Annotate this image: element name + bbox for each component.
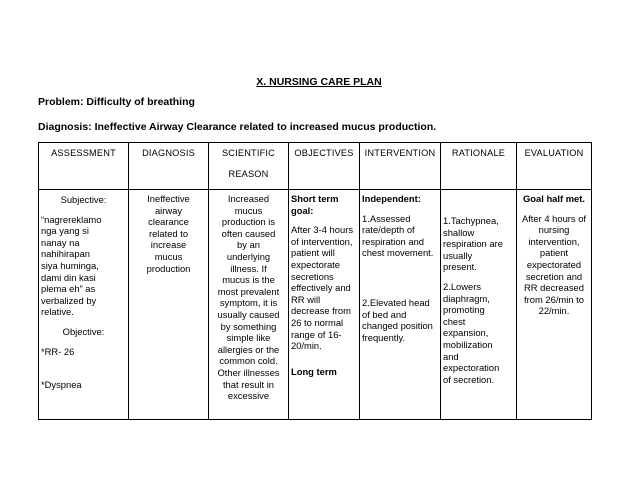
scientific-reason-line: mucus xyxy=(234,204,263,216)
cell-rationale xyxy=(441,190,517,420)
rationale-line: expansion, xyxy=(443,327,489,339)
short-term-goal-line: decrease from xyxy=(291,305,351,317)
scientific-reason-line: mucus is the xyxy=(222,274,275,286)
rationale-line: of secretion. xyxy=(443,373,495,385)
column-header-intervention: INTERVENTION xyxy=(360,143,441,190)
rr-value: *RR- 26 xyxy=(41,345,75,357)
intervention-line: changed position xyxy=(362,320,433,332)
rationale-line: present. xyxy=(443,261,477,273)
evaluation-line: from 26/min to xyxy=(524,293,584,305)
rationale-line: chest xyxy=(443,315,466,327)
short-term-goal-line: RR will xyxy=(291,293,321,305)
cell-objectives xyxy=(289,190,360,420)
subjective-line: plema eh” as xyxy=(41,283,96,295)
diagnosis-line: mucus xyxy=(154,250,183,262)
intervention-label: Independent: xyxy=(362,193,421,204)
subjective-line: nanay na xyxy=(41,236,80,248)
evaluation-line: 22/min. xyxy=(538,305,570,317)
rationale-line: expectoration xyxy=(443,362,500,374)
table-header-row xyxy=(39,143,592,190)
cell-evaluation xyxy=(517,190,592,420)
column-header-evaluation: EVALUATION xyxy=(517,143,592,190)
short-term-goal-label xyxy=(291,193,357,216)
short-term-goal-line: range of 16- xyxy=(291,328,342,340)
diagnosis-statement: Diagnosis: Ineffective Airway Clearance related to increased mucus production. xyxy=(38,121,437,133)
table-row xyxy=(39,190,592,420)
short-term-goal-line: 20/min. xyxy=(291,340,322,352)
scientific-reason-line: illness. If xyxy=(230,262,267,274)
column-header-objectives: OBJECTIVES xyxy=(289,143,360,190)
column-header-reason: REASON xyxy=(228,168,269,179)
rationale-line: and xyxy=(443,350,459,362)
cell-diagnosis xyxy=(129,190,209,420)
subjective-line: nga yang si xyxy=(41,225,89,237)
column-header-rationale: RATIONALE xyxy=(441,143,517,190)
diagnosis-line: production xyxy=(146,262,191,274)
evaluation-line: RR decreased xyxy=(524,282,584,294)
evaluation-line: secretion and xyxy=(525,270,583,282)
subjective-line: siya huminga, xyxy=(41,259,99,271)
nursing-care-plan-table xyxy=(38,142,592,420)
intervention-line: respiration and xyxy=(362,235,425,247)
evaluation-text xyxy=(519,213,589,317)
diagnosis-line: airway xyxy=(154,204,183,216)
cell-intervention xyxy=(360,190,441,420)
diagnosis-line: Ineffective xyxy=(147,193,190,204)
subjective-line: “nagrereklamo xyxy=(41,213,102,225)
intervention-item-1 xyxy=(362,213,438,259)
rationale-line: promoting xyxy=(443,304,485,316)
scientific-reason-line: Other illnesses xyxy=(217,366,280,378)
cell-scientific-reason xyxy=(209,190,289,420)
subjective-line: verbalized by xyxy=(41,294,97,306)
page-title: X. NURSING CARE PLAN xyxy=(256,76,382,88)
scientific-reason-line: underlying xyxy=(226,250,271,262)
rationale-line: 2.Lowers xyxy=(443,280,482,292)
subjective-line: relative. xyxy=(41,306,74,318)
intervention-line: 2.Elevated head xyxy=(362,296,430,308)
scientific-reason-line: usually caused xyxy=(217,308,280,320)
rationale-item-2 xyxy=(443,281,514,385)
rationale-line: diaphragm, xyxy=(443,292,490,304)
scientific-reason-line: often caused xyxy=(221,227,276,239)
rationale-line: mobilization xyxy=(443,338,493,350)
rationale-line: 1.Tachypnea, xyxy=(443,215,499,226)
scientific-reason-line: symptom, it is xyxy=(219,297,278,309)
scientific-reason-text xyxy=(211,193,286,402)
intervention-line: chest movement. xyxy=(362,247,434,259)
rationale-item-1 xyxy=(443,215,514,273)
cell-assessment xyxy=(39,190,129,420)
subjective-line: dami din kasi xyxy=(41,271,96,283)
scientific-reason-line: Increased xyxy=(227,193,270,204)
short-term-goal-line: 26 to normal xyxy=(291,316,344,328)
column-header-diagnosis: DIAGNOSIS xyxy=(129,143,209,190)
short-term-goal-text xyxy=(291,224,357,352)
objective-label: Objective: xyxy=(62,325,105,337)
evaluation-line: patient xyxy=(539,247,569,259)
subjective-text xyxy=(41,214,126,318)
scientific-reason-line: by something xyxy=(220,320,277,332)
scientific-reason-line: most prevalent xyxy=(217,285,280,297)
evaluation-line: intervention, xyxy=(528,235,580,247)
scientific-reason-line: common cold. xyxy=(219,355,278,367)
intervention-item-2 xyxy=(362,297,438,343)
rationale-line: respiration are xyxy=(443,238,503,250)
rationale-line: shallow xyxy=(443,226,475,238)
short-term-goal-line: of intervention, xyxy=(291,235,353,247)
subjective-line: nahihirapan xyxy=(41,248,90,260)
scientific-reason-line: by an xyxy=(237,239,260,251)
diagnosis-line: clearance xyxy=(148,216,189,228)
scientific-reason-line: production is xyxy=(221,216,276,228)
short-term-label-line: Short term xyxy=(291,193,339,204)
scientific-reason-line: excessive xyxy=(227,390,270,402)
short-term-goal-line: effectively and xyxy=(291,282,351,294)
evaluation-line: After 4 hours of xyxy=(521,212,587,224)
rationale-line: usually xyxy=(443,249,473,261)
column-header-assessment: ASSESSMENT xyxy=(39,143,129,190)
dyspnea-value: *Dyspnea xyxy=(41,379,82,391)
intervention-line: of bed and xyxy=(362,308,407,320)
short-term-goal-line: expectorate xyxy=(291,258,340,270)
problem-statement: Problem: Difficulty of breathing xyxy=(38,96,195,108)
evaluation-line: nursing xyxy=(538,224,570,236)
long-term-goal-label: Long term xyxy=(291,365,337,377)
diagnosis-line: related to xyxy=(148,227,189,239)
diagnosis-text xyxy=(131,193,206,274)
intervention-line: 1.Assessed xyxy=(362,212,411,224)
subjective-label: Subjective: xyxy=(60,194,107,205)
short-term-label-line: goal: xyxy=(291,204,314,216)
column-header-scientific: SCIENTIFIC xyxy=(221,148,276,158)
evaluation-label: Goal half met. xyxy=(523,193,585,204)
evaluation-line: expectorated xyxy=(526,258,582,270)
short-term-goal-line: secretions xyxy=(291,270,334,282)
scientific-reason-line: allergies or the xyxy=(217,343,280,355)
short-term-goal-line: patient will xyxy=(291,247,335,259)
diagnosis-line: increase xyxy=(150,239,187,251)
short-term-goal-line: After 3-4 hours xyxy=(291,224,354,236)
scientific-reason-line: that result in xyxy=(222,378,275,390)
scientific-reason-line: simple like xyxy=(226,332,271,344)
intervention-line: frequently. xyxy=(362,331,406,343)
column-header-scientific-reason xyxy=(209,143,289,190)
intervention-line: rate/depth of xyxy=(362,224,415,236)
